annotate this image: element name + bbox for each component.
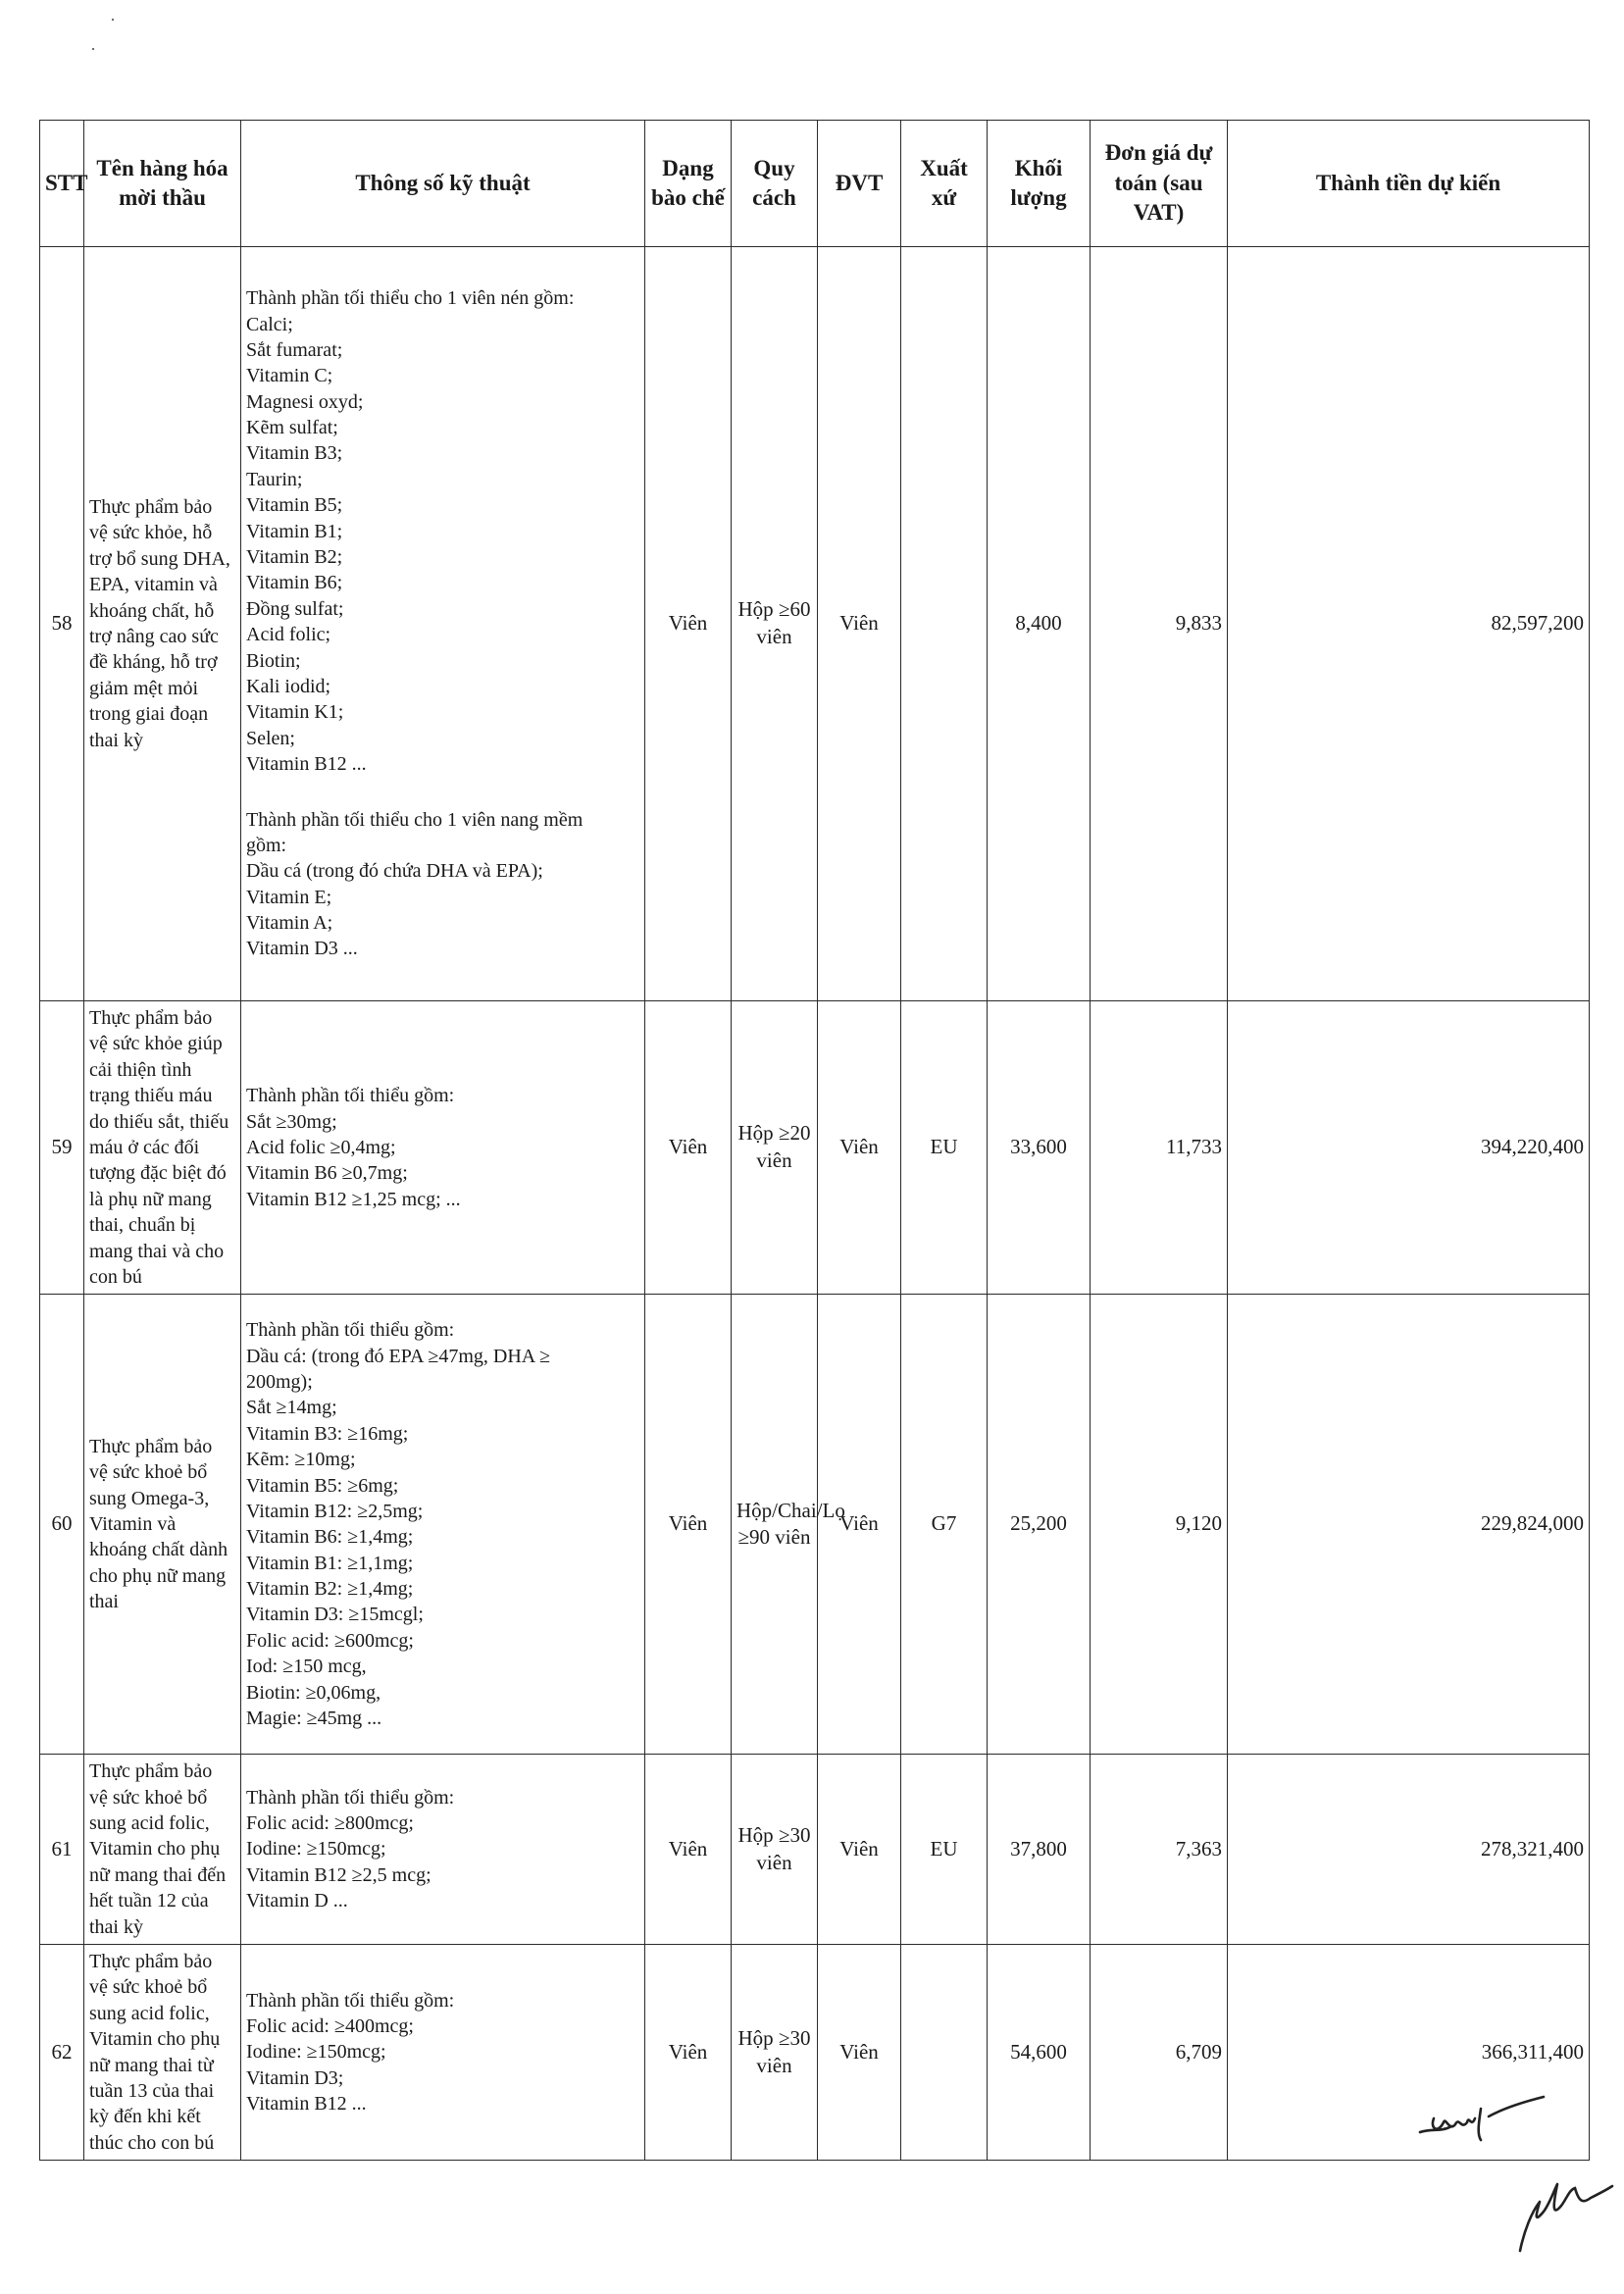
cell-qty: 37,800 [988,1755,1091,1945]
cell-total: 366,311,400 [1228,1945,1590,2161]
cell-item-name: Thực phẩm bảo vệ sức khoẻ bổ sung acid folic, Vitamin cho phụ nữ mang thai từ tuần 13 của thai kỳ đến khi kết thúc cho con bú [84,1945,241,2161]
spec-line: Vitamin B3; [246,442,343,465]
header-pack: Quy cách [732,121,818,247]
table-row [40,247,1590,1001]
spec-line: Biotin; [246,649,301,672]
table-row [40,1001,1590,1295]
spec-line: Vitamin K1; [246,701,344,724]
spec-spacer [246,778,639,807]
table-row [40,1945,1590,2161]
cell-unit: Viên [818,1755,901,1945]
spec-line: Magie: ≥45mg ... [246,1708,382,1730]
spec-line: Dầu cá: (trong đó EPA ≥47mg, DHA ≥ [246,1345,551,1367]
spec-line: Vitamin B6: ≥1,4mg; [246,1526,414,1549]
spec-line: Thành phần tối thiểu gồm: [246,1786,455,1809]
spec-line: Vitamin C; [246,365,333,387]
header-unit-price: Đơn giá dự toán (sau VAT) [1091,121,1228,247]
cell-qty: 54,600 [988,1945,1091,2161]
cell-item-name: Thực phẩm bảo vệ sức khoẻ bổ sung Omega-3, Vitamin và khoáng chất dành cho phụ nữ mang thai [84,1295,241,1755]
spec-line: Thành phần tối thiểu gồm: [246,1319,455,1342]
cell-unit: Viên [818,1001,901,1295]
cell-unit-price: 11,733 [1091,1001,1228,1295]
cell-unit-price: 6,709 [1091,1945,1228,2161]
spec-line: Vitamin B12 ... [246,2093,367,2116]
spec-line: Vitamin E; [246,886,332,908]
table-row [40,1755,1590,1945]
cell-spec [241,1945,645,2161]
spec-line: Calci; [246,313,293,335]
cell-spec [241,247,645,1001]
cell-unit: Viên [818,247,901,1001]
spec-line: Vitamin A; [246,912,333,935]
cell-item-name: Thực phẩm bảo vệ sức khỏe, hỗ trợ bổ sung DHA, EPA, vitamin và khoáng chất, hỗ trợ nâng cao sức đề kháng, hỗ trợ giảm mệt mỏi trong giai đoạn thai kỳ [84,247,241,1001]
spec-line: Vitamin B12 ≥2,5 mcg; [246,1863,431,1886]
cell-total: 394,220,400 [1228,1001,1590,1295]
cell-form: Viên [645,247,732,1001]
header-spec: Thông số kỹ thuật [241,121,645,247]
cell-unit-price: 9,833 [1091,247,1228,1001]
cell-spec [241,1001,645,1295]
table-row [40,1295,1590,1755]
scan-speck: · [90,39,96,59]
spec-line: Magnesi oxyd; [246,390,364,413]
handwritten-initials-signature [1412,2089,1549,2148]
header-total: Thành tiền dự kiến [1228,121,1590,247]
cell-origin: EU [901,1755,988,1945]
cell-pack: Hộp ≥20 viên [732,1001,818,1295]
spec-line: Thành phần tối thiểu gồm: [246,1085,455,1107]
spec-line: Sắt ≥14mg; [246,1397,337,1419]
cell-pack: Hộp ≥30 viên [732,1945,818,2161]
spec-line: Acid folic ≥0,4mg; [246,1136,396,1158]
cell-unit-price: 9,120 [1091,1295,1228,1755]
spec-line: Vitamin D3; [246,2066,344,2089]
spec-line: Vitamin B1; [246,520,343,542]
spec-line: Iodine: ≥150mcg; [246,1838,386,1861]
spec-line: Vitamin B12: ≥2,5mg; [246,1500,424,1522]
spec-line: Sắt ≥30mg; [246,1110,337,1133]
spec-line: Vitamin B2: ≥1,4mg; [246,1578,414,1601]
spec-line: gồm: [246,834,287,856]
spec-line: Đồng sulfat; [246,597,344,620]
cell-stt: 60 [40,1295,84,1755]
cell-stt: 58 [40,247,84,1001]
cell-item-name: Thực phẩm bảo vệ sức khoẻ bổ sung acid folic, Vitamin cho phụ nữ mang thai đến hết tuần 12 của thai kỳ [84,1755,241,1945]
cell-pack: Hộp/Chai/Lọ ≥90 viên [732,1295,818,1755]
spec-line: Kẽm sulfat; [246,417,338,439]
cell-origin: G7 [901,1295,988,1755]
cell-total: 229,824,000 [1228,1295,1590,1755]
spec-line: Iodine: ≥150mcg; [246,2041,386,2064]
spec-line: Folic acid: ≥600mcg; [246,1629,414,1652]
spec-line: Dầu cá (trong đó chứa DHA và EPA); [246,860,543,883]
spec-line: 200mg); [246,1370,313,1393]
table-header-row [40,121,1590,247]
spec-line: Thành phần tối thiểu cho 1 viên nang mềm [246,808,584,831]
spec-line: Vitamin B3: ≥16mg; [246,1422,409,1445]
cell-origin [901,247,988,1001]
spec-line: Vitamin B12 ≥1,25 mcg; ... [246,1188,461,1210]
cell-qty: 33,600 [988,1001,1091,1295]
cell-total: 82,597,200 [1228,247,1590,1001]
cell-origin [901,1945,988,2161]
header-stt: STT [40,121,84,247]
spec-line: Vitamin B6 ≥0,7mg; [246,1162,408,1185]
spec-line: Kẽm: ≥10mg; [246,1449,356,1471]
spec-line: Kali iodid; [246,675,331,697]
cell-spec [241,1755,645,1945]
header-origin: Xuất xứ [901,121,988,247]
handwritten-signature [1510,2153,1618,2261]
spec-line: Vitamin D3: ≥15mcgl; [246,1604,424,1626]
cell-qty: 8,400 [988,247,1091,1001]
spec-line: Acid folic; [246,624,331,646]
cell-form: Viên [645,1755,732,1945]
cell-pack: Hộp ≥60 viên [732,247,818,1001]
cell-form: Viên [645,1001,732,1295]
spec-line: Selen; [246,727,295,749]
spec-line: Thành phần tối thiểu cho 1 viên nén gồm: [246,287,575,310]
header-item-name: Tên hàng hóa mời thầu [84,121,241,247]
spec-line: Vitamin B2; [246,546,343,569]
cell-total: 278,321,400 [1228,1755,1590,1945]
cell-spec [241,1295,645,1755]
bid-items-table [39,120,1590,2161]
cell-item-name: Thực phẩm bảo vệ sức khỏe giúp cải thiện tình trạng thiếu máu do thiếu sắt, thiếu máu ở các đối tượng đặc biệt đó là phụ nữ mang thai, chuẩn bị mang thai và cho con bú [84,1001,241,1295]
cell-unit-price: 7,363 [1091,1755,1228,1945]
cell-stt: 62 [40,1945,84,2161]
spec-line: Folic acid: ≥800mcg; [246,1812,414,1835]
cell-origin: EU [901,1001,988,1295]
spec-line: Vitamin B6; [246,572,343,594]
header-unit: ĐVT [818,121,901,247]
spec-line: Biotin: ≥0,06mg, [246,1681,381,1704]
cell-stt: 59 [40,1001,84,1295]
spec-line: Thành phần tối thiểu gồm: [246,1989,455,2012]
spec-line: Vitamin B5: ≥6mg; [246,1474,399,1497]
spec-line: Vitamin D3 ... [246,938,358,960]
header-qty: Khối lượng [988,121,1091,247]
spec-line: Vitamin B12 ... [246,753,367,776]
spec-line: Vitamin B5; [246,494,343,517]
cell-unit: Viên [818,1945,901,2161]
spec-line: Vitamin D ... [246,1890,348,1912]
spec-line: Iod: ≥150 mcg, [246,1656,367,1678]
cell-qty: 25,200 [988,1295,1091,1755]
spec-line: Vitamin B1: ≥1,1mg; [246,1552,414,1574]
cell-pack: Hộp ≥30 viên [732,1755,818,1945]
scan-speck: · [110,10,116,29]
cell-form: Viên [645,1945,732,2161]
header-form: Dạng bào chế [645,121,732,247]
spec-line: Sắt fumarat; [246,338,343,361]
cell-stt: 61 [40,1755,84,1945]
spec-line: Folic acid: ≥400mcg; [246,2015,414,2037]
spec-line: Taurin; [246,468,303,490]
cell-unit: Viên [818,1295,901,1755]
cell-form: Viên [645,1295,732,1755]
